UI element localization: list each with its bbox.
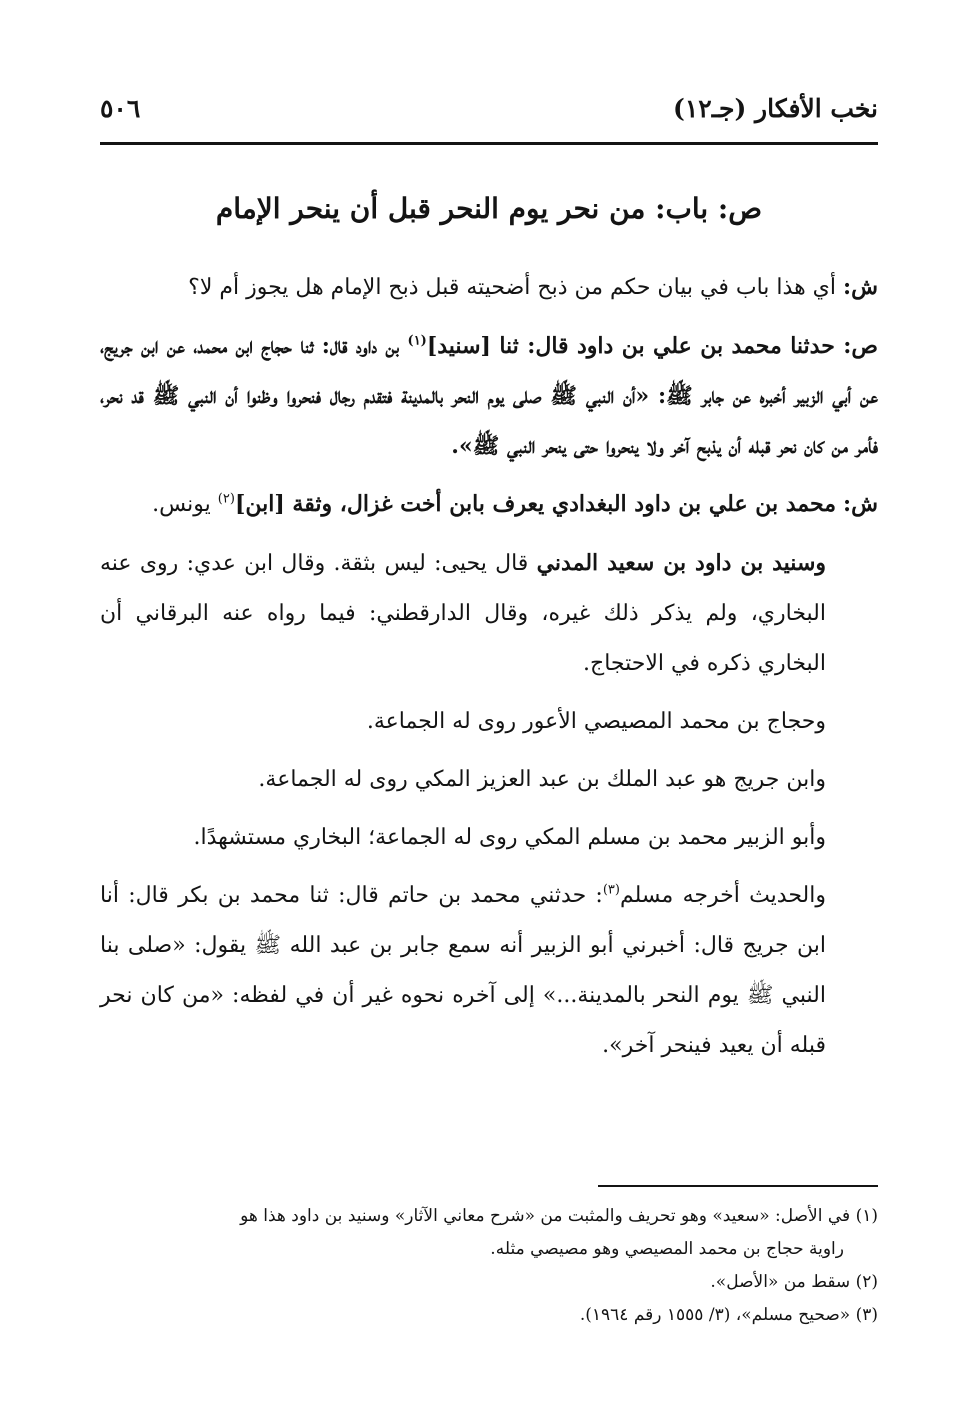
footnote: (٣) «صحيح مسلم»، (٣/ ١٥٥٥ رقم ١٩٦٤). <box>579 1305 878 1325</box>
paragraph: وحجاج بن محمد المصيصي الأعور روى له الجماعة. <box>366 709 826 734</box>
paragraph-label: ش: <box>843 274 878 300</box>
paragraph <box>100 321 878 471</box>
paragraph <box>100 871 878 1071</box>
paragraph-text: قال يحيى: ليس بثقة. وقال ابن عدي: روى عنه البخاري، ولم يذكر ذلك غيره، وقال الدارقطني: فيما رواه عنه البرقاني أن البخاري ذكره في الاحتجاج. <box>100 551 826 676</box>
paragraph <box>100 538 878 689</box>
paragraph-text: بن داود قال: ثنا حجاج ابن محمد، عن ابن جريج، عن أبي الزبير أخبره عن جابر ﷺ: «أن النبي ﷺ صلى يوم النحر بالمدينة فتقدم رجال فنحروا وظنوا أن النبي ﷺ قد نحر، فأمر من كان نحر قبله أن يذبح آخر ولا ينحروا حتى ينحر النبي ﷺ». <box>100 333 878 459</box>
paragraph: وابن جريج هو عبد الملك بن عبد العزيز المكي روى له الجماعة. <box>258 767 826 792</box>
footnotes <box>100 1200 878 1332</box>
paragraph-text: حدثنا محمد بن علي بن داود قال: ثنا [سنيد] <box>426 333 835 359</box>
paragraph-text: يونس. <box>152 492 211 517</box>
paragraph-text: والحديث أخرجه مسلم <box>619 883 826 908</box>
footnote-ref: (٢) <box>217 491 235 507</box>
main-text <box>100 262 878 1079</box>
paragraph-text: محمد بن علي بن داود البغدادي يعرف بابن أخت غزال، وثقة [ابن] <box>234 491 837 517</box>
paragraph <box>100 262 878 313</box>
page-header <box>100 94 878 134</box>
header-divider <box>100 142 878 145</box>
book-title: نخب الأفكار (جـ١٢) <box>672 94 878 123</box>
footnote: (٢) سقط من «الأصل». <box>710 1272 878 1292</box>
footnote-ref: (١) <box>407 333 427 349</box>
footnote-ref: (٣) <box>602 882 620 898</box>
paragraph: وأبو الزبير محمد بن مسلم المكي روى له الجماعة؛ البخاري مستشهدًا. <box>193 825 826 850</box>
footnote-continuation: راوية حجاج بن محمد المصيصي وهو مصيصي مثله. <box>490 1239 844 1259</box>
paragraph <box>100 479 878 530</box>
paragraph-label: ش: <box>843 491 878 517</box>
page-number: ٥٠٦ <box>100 94 141 123</box>
footnote: (١) في الأصل: «سعيد» وهو تحريف والمثبت من «شرح معاني الآثار» وسنيد بن داود هذا هو <box>240 1206 878 1226</box>
paragraph-text: وسنيد بن داود بن سعيد المدني <box>536 550 827 576</box>
paragraph-text: أي هذا باب في بيان حكم من ذبح أضحيته قبل ذبح الإمام هل يجوز أم لا؟ <box>188 275 837 300</box>
footnote-divider <box>598 1185 878 1187</box>
paragraph-text: : حدثني محمد بن حاتم قال: ثنا محمد بن بكر قال: أنا ابن جريج قال: أخبرني أبو الزبير أنه سمع جابر بن عبد الله ﷺ يقول: «صلى بنا النبي ﷺ يوم النحر بالمدينة...» إلى آخره نحوه غير أن في لفظه: «من كان نحر قبله أن يعيد فينحر آخر». <box>100 883 826 1058</box>
paragraph-label: ص: <box>843 333 878 359</box>
section-title: ص: باب: من نحر يوم النحر قبل أن ينحر الإمام <box>215 192 763 225</box>
